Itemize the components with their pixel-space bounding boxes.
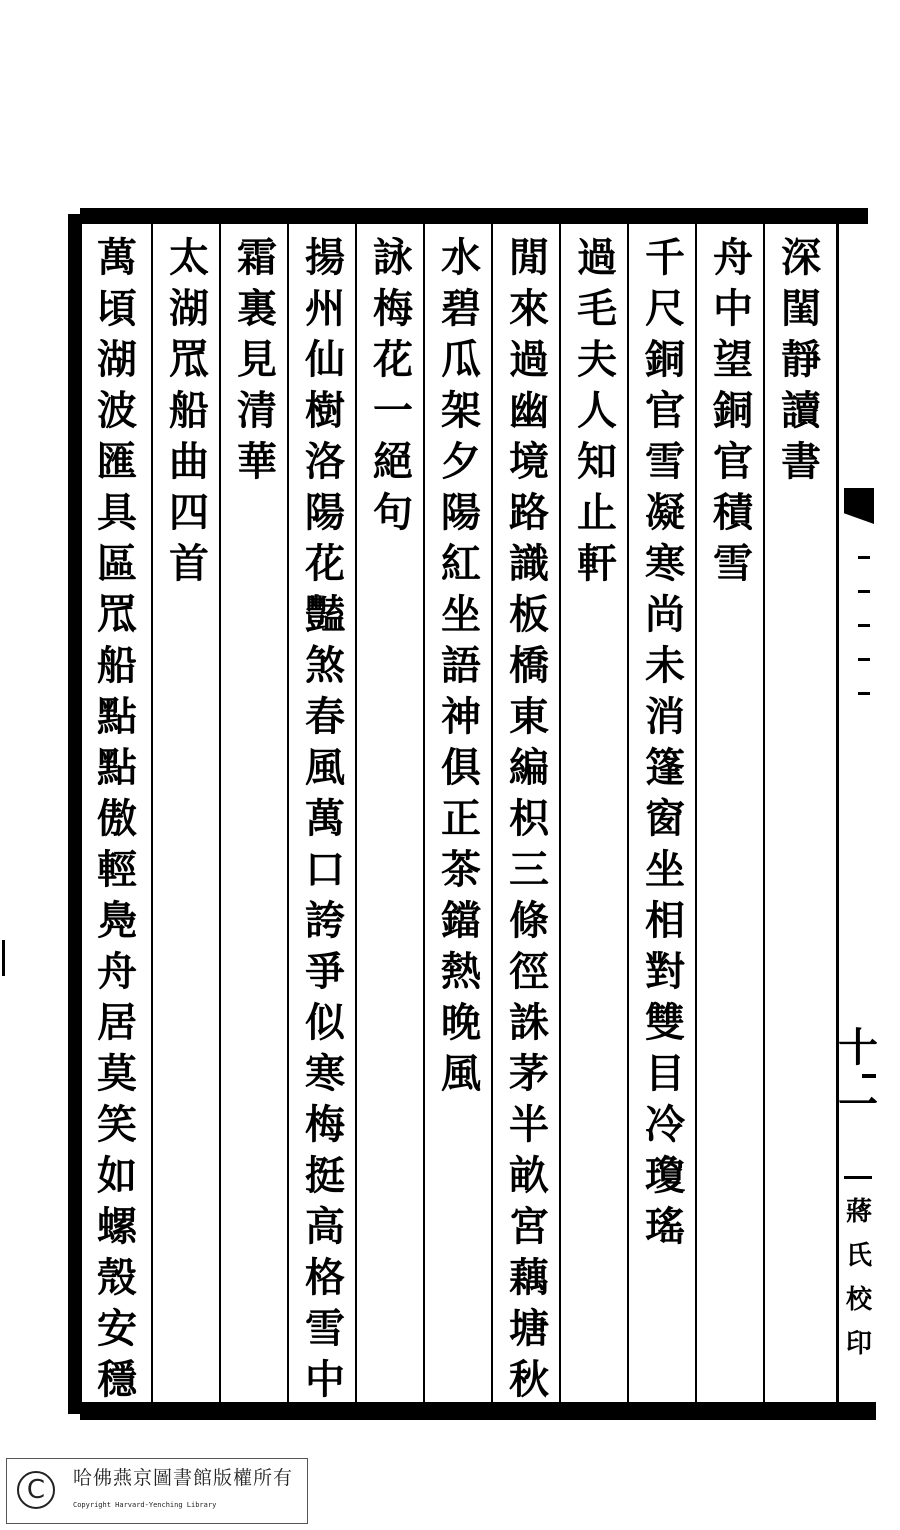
text-column-3 — [636, 232, 694, 1252]
glyph: 閨 — [781, 285, 821, 332]
glyph: 茅 — [509, 1050, 549, 1097]
frame-top-border — [80, 208, 868, 224]
frame-left-border — [68, 214, 82, 1414]
glyph: 格 — [305, 1254, 345, 1301]
copyright-icon: C — [17, 1471, 55, 1509]
glyph: 路 — [509, 489, 549, 536]
column-rule — [763, 224, 765, 1402]
glyph: 橋 — [509, 642, 549, 689]
glyph: 毛 — [577, 285, 617, 332]
glyph: 積 — [713, 489, 753, 536]
glyph: 挺 — [305, 1152, 345, 1199]
glyph: 春 — [305, 693, 345, 740]
glyph: 舟 — [713, 234, 753, 281]
text-column-6 — [432, 232, 490, 1099]
glyph: 舟 — [97, 948, 137, 995]
glyph: 具 — [97, 489, 137, 536]
column-rule — [627, 224, 629, 1402]
glyph: 相 — [645, 897, 685, 944]
glyph: 船 — [169, 387, 209, 434]
glyph: 傲 — [97, 795, 137, 842]
glyph: 尚 — [645, 591, 685, 638]
column-text — [432, 232, 490, 1099]
glyph: 安 — [97, 1305, 137, 1352]
glyph: 瓜 — [441, 336, 481, 383]
glyph: 語 — [441, 642, 481, 689]
glyph: 晚 — [441, 999, 481, 1046]
glyph: 爭 — [305, 948, 345, 995]
glyph: 誅 — [509, 999, 549, 1046]
glyph: 未 — [645, 642, 685, 689]
glyph: 碧 — [441, 285, 481, 332]
glyph: 中 — [305, 1356, 345, 1403]
glyph: 凝 — [645, 489, 685, 536]
glyph: 架 — [441, 387, 481, 434]
glyph: 茶 — [441, 846, 481, 893]
glyph: 蔣 — [845, 1197, 872, 1227]
column-rule — [287, 224, 289, 1402]
glyph: 東 — [509, 693, 549, 740]
glyph: 過 — [577, 234, 617, 281]
glyph: 雪 — [645, 438, 685, 485]
text-column-1 — [772, 232, 830, 487]
glyph: 湖 — [97, 336, 137, 383]
glyph: 過 — [509, 336, 549, 383]
glyph: 境 — [509, 438, 549, 485]
glyph: 冷 — [645, 1101, 685, 1148]
column-text — [364, 232, 422, 538]
glyph: 宮 — [509, 1203, 549, 1250]
column-rule — [151, 224, 153, 1402]
glyph: 殼 — [97, 1254, 137, 1301]
glyph: 雙 — [645, 999, 685, 1046]
glyph: 陽 — [441, 489, 481, 536]
glyph: 來 — [509, 285, 549, 332]
glyph: 消 — [645, 693, 685, 740]
glyph: 螺 — [97, 1203, 137, 1250]
glyph: 印 — [845, 1329, 872, 1359]
glyph: 花 — [373, 336, 413, 383]
glyph: 夫 — [577, 336, 617, 383]
column-text — [500, 232, 558, 1405]
glyph: 官 — [713, 438, 753, 485]
glyph: 人 — [577, 387, 617, 434]
text-column-11 — [88, 232, 146, 1405]
column-rule — [423, 224, 425, 1402]
glyph: 三 — [509, 846, 549, 893]
glyph: 罛 — [97, 591, 137, 638]
glyph: 徑 — [509, 948, 549, 995]
glyph: 詠 — [373, 234, 413, 281]
glyph: 寒 — [305, 1050, 345, 1097]
glyph: 瑤 — [645, 1203, 685, 1250]
glyph: 陽 — [305, 489, 345, 536]
column-rule — [219, 224, 221, 1402]
glyph: 頃 — [97, 285, 137, 332]
glyph: 洛 — [305, 438, 345, 485]
margin-dash — [858, 624, 870, 627]
glyph: 紅 — [441, 540, 481, 587]
glyph: 夕 — [441, 438, 481, 485]
glyph: 窗 — [645, 795, 685, 842]
column-text — [568, 232, 626, 589]
column-text — [772, 232, 830, 487]
glyph: 藕 — [509, 1254, 549, 1301]
glyph: 萬 — [305, 795, 345, 842]
column-rule — [695, 224, 697, 1402]
glyph: 望 — [713, 336, 753, 383]
glyph: 揚 — [305, 234, 345, 281]
glyph: 仙 — [305, 336, 345, 383]
page-number: 十一 — [838, 1024, 878, 1128]
glyph: 區 — [97, 540, 137, 587]
column-text — [704, 232, 762, 589]
glyph: 中 — [713, 285, 753, 332]
column-rule — [355, 224, 357, 1402]
glyph: 口 — [305, 846, 345, 893]
glyph: 尺 — [645, 285, 685, 332]
stray-mark — [2, 940, 5, 976]
glyph: 居 — [97, 999, 137, 1046]
publisher-rule — [844, 1176, 872, 1179]
frame-bottom-border — [80, 1402, 876, 1420]
publisher-imprint — [840, 1190, 878, 1366]
glyph: 正 — [441, 795, 481, 842]
glyph: 船 — [97, 642, 137, 689]
glyph: 銅 — [645, 336, 685, 383]
column-text — [228, 232, 286, 487]
glyph: 誇 — [305, 897, 345, 944]
glyph: 鳧 — [97, 897, 137, 944]
glyph: 識 — [509, 540, 549, 587]
glyph: 鐺 — [441, 897, 481, 944]
glyph: 州 — [305, 285, 345, 332]
glyph: 知 — [577, 438, 617, 485]
margin-dash — [858, 658, 870, 661]
glyph: 坐 — [441, 591, 481, 638]
glyph: 板 — [509, 591, 549, 638]
copyright-box — [6, 1458, 308, 1524]
glyph: 首 — [169, 540, 209, 587]
glyph: 深 — [781, 234, 821, 281]
column-text — [296, 232, 354, 1405]
publisher-text — [846, 1190, 872, 1366]
glyph: 寒 — [645, 540, 685, 587]
glyph: 曲 — [169, 438, 209, 485]
glyph: 風 — [441, 1050, 481, 1097]
glyph: 煞 — [305, 642, 345, 689]
glyph: 千 — [645, 234, 685, 281]
fishtail-mark — [844, 488, 874, 524]
margin-dash — [858, 556, 870, 559]
column-rule — [559, 224, 561, 1402]
glyph: 校 — [845, 1285, 872, 1315]
glyph: 梅 — [373, 285, 413, 332]
glyph: 風 — [305, 744, 345, 791]
glyph: 四 — [169, 489, 209, 536]
text-column-4 — [568, 232, 626, 589]
text-column-5 — [500, 232, 558, 1405]
glyph: 絕 — [373, 438, 413, 485]
glyph: 清 — [237, 387, 277, 434]
glyph: 銅 — [713, 387, 753, 434]
glyph: 笑 — [97, 1101, 137, 1148]
glyph: 如 — [97, 1152, 137, 1199]
glyph: 點 — [97, 744, 137, 791]
glyph: 點 — [97, 693, 137, 740]
glyph: 瓊 — [645, 1152, 685, 1199]
glyph: 一 — [373, 387, 413, 434]
text-column-7 — [364, 232, 422, 538]
glyph: 塘 — [509, 1305, 549, 1352]
glyph: 穩 — [97, 1356, 137, 1403]
column-text — [160, 232, 218, 589]
glyph: 梅 — [305, 1101, 345, 1148]
margin-dash — [858, 692, 870, 695]
glyph: 條 — [509, 897, 549, 944]
glyph: 太 — [169, 234, 209, 281]
glyph: 莫 — [97, 1050, 137, 1097]
glyph: 畝 — [509, 1152, 549, 1199]
glyph: 裏 — [237, 285, 277, 332]
text-column-9 — [228, 232, 286, 487]
glyph: 篷 — [645, 744, 685, 791]
glyph: 句 — [373, 489, 413, 536]
glyph: 枳 — [509, 795, 549, 842]
glyph: 高 — [305, 1203, 345, 1250]
column-text — [636, 232, 694, 1252]
glyph: 編 — [509, 744, 549, 791]
glyph: 豔 — [305, 591, 345, 638]
copyright-english: Copyright Harvard-Yenching Library — [73, 1501, 217, 1509]
column-text — [88, 232, 146, 1405]
glyph: 坐 — [645, 846, 685, 893]
glyph: 雪 — [713, 540, 753, 587]
glyph: 熱 — [441, 948, 481, 995]
glyph: 萬 — [97, 234, 137, 281]
glyph: 書 — [781, 438, 821, 485]
glyph: 止 — [577, 489, 617, 536]
glyph: 官 — [645, 387, 685, 434]
glyph: 霜 — [237, 234, 277, 281]
text-column-2 — [704, 232, 762, 589]
glyph: 對 — [645, 948, 685, 995]
glyph: 似 — [305, 999, 345, 1046]
glyph: 水 — [441, 234, 481, 281]
text-column-10 — [160, 232, 218, 589]
glyph: 氏 — [845, 1241, 872, 1271]
glyph: 華 — [237, 438, 277, 485]
copyright-chinese: 哈佛燕京圖書館版權所有 — [73, 1467, 294, 1489]
text-column-8 — [296, 232, 354, 1405]
glyph: 軒 — [577, 540, 617, 587]
glyph: 湖 — [169, 285, 209, 332]
glyph: 波 — [97, 387, 137, 434]
glyph: 半 — [509, 1101, 549, 1148]
glyph: 俱 — [441, 744, 481, 791]
glyph: 靜 — [781, 336, 821, 383]
glyph: 秋 — [509, 1356, 549, 1403]
glyph: 神 — [441, 693, 481, 740]
glyph: 罛 — [169, 336, 209, 383]
glyph: 花 — [305, 540, 345, 587]
page-number-mark — [862, 1074, 876, 1078]
glyph: 閒 — [509, 234, 549, 281]
glyph: 讀 — [781, 387, 821, 434]
glyph: 目 — [645, 1050, 685, 1097]
glyph: 樹 — [305, 387, 345, 434]
glyph: 雪 — [305, 1305, 345, 1352]
column-rule — [491, 224, 493, 1402]
glyph: 匯 — [97, 438, 137, 485]
margin-dash — [858, 590, 870, 593]
glyph: 見 — [237, 336, 277, 383]
frame-right-border — [836, 224, 839, 1404]
glyph: 輕 — [97, 846, 137, 893]
glyph: 幽 — [509, 387, 549, 434]
